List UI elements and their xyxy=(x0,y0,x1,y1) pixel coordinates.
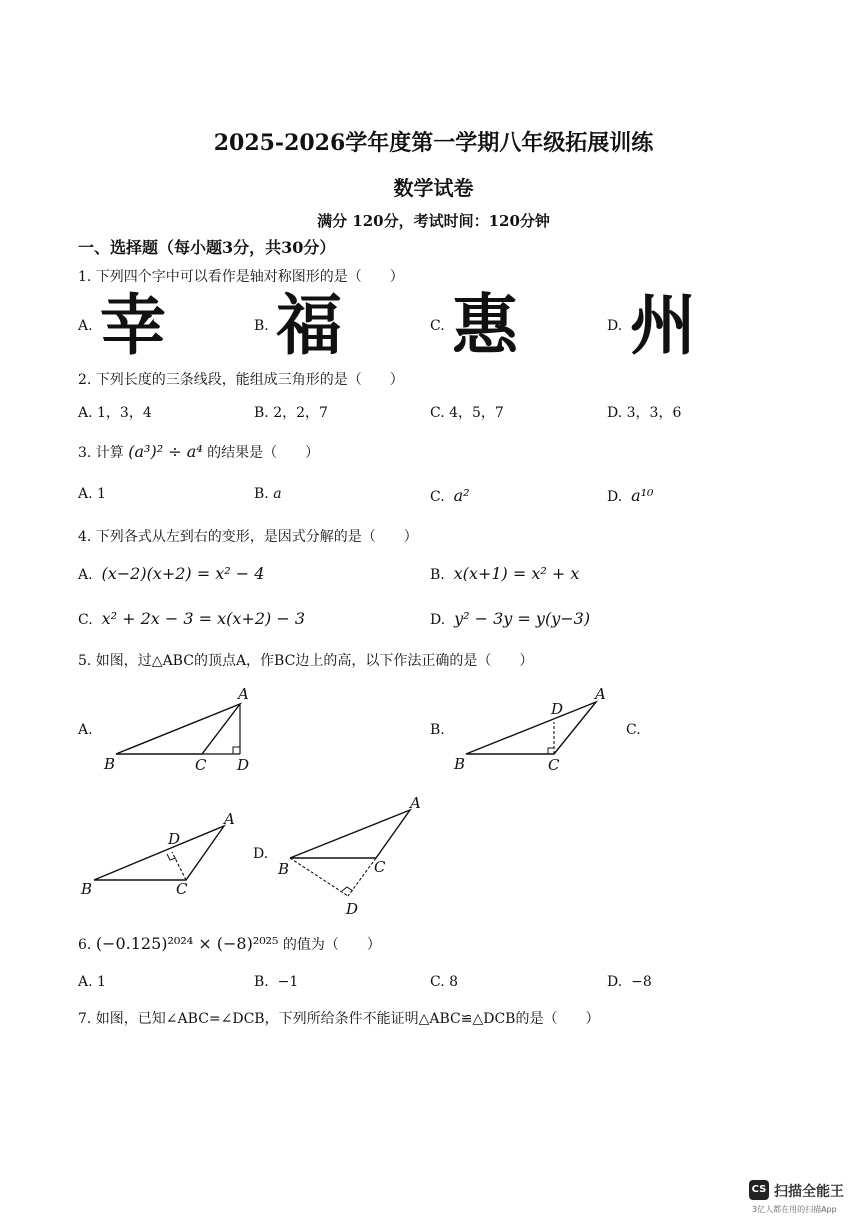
fig-c-label-d: D xyxy=(168,830,181,848)
q4-option-a xyxy=(78,564,264,583)
q3-option-b-value: a xyxy=(273,486,282,502)
q3-option-a xyxy=(78,486,106,502)
q1-option-a-label: A. xyxy=(78,318,93,334)
fig-a-label-d: D xyxy=(237,756,250,774)
q3-stem-suffix: 的结果是（ ） xyxy=(207,445,320,461)
scanner-app-name: 扫描全能王 xyxy=(774,1184,844,1200)
question-1-stem: 1. 下列四个字中可以看作是轴对称图形的是（ ） xyxy=(78,269,404,285)
q1-option-a-char: 幸 xyxy=(100,287,166,364)
q6-option-a-label: A. xyxy=(78,974,93,990)
q1-option-d-char: 州 xyxy=(630,287,696,364)
q4-option-a-expr: (x−2)(x+2) = x² − 4 xyxy=(101,564,265,583)
question-7-stem: 7. 如图，已知∠ABC=∠DCB，下列所给条件不能证明△ABC≌△DCB的是（ ） xyxy=(78,1011,600,1027)
q6-option-a-value: 1 xyxy=(97,974,106,990)
q5-option-d-label: D. xyxy=(253,846,269,862)
q5-figure-d xyxy=(272,792,442,918)
q6-option-d-value: −8 xyxy=(631,974,652,990)
fig-b-label-c: C xyxy=(548,756,560,774)
fig-d-label-b: B xyxy=(278,860,290,878)
q4-option-c-expr: x² + 2x − 3 = x(x+2) − 3 xyxy=(101,609,306,628)
q6-option-c-value: 8 xyxy=(449,974,459,990)
q1-option-d-label: D. xyxy=(607,318,623,334)
fig-b-label-a: A xyxy=(595,685,606,703)
q3-option-c xyxy=(430,486,470,505)
exam-subtitle: 数学试卷 xyxy=(393,176,474,200)
q5-option-c-label: C. xyxy=(626,722,641,738)
q6-option-b-value: −1 xyxy=(277,974,299,990)
q3-option-c-value: a² xyxy=(453,486,470,505)
q6-option-c-label: C. xyxy=(430,974,445,990)
q1-option-c-label: C. xyxy=(430,318,445,334)
fig-c-label-c: C xyxy=(176,880,188,898)
q1-option-b-label: B. xyxy=(254,318,269,334)
q5-option-b-label: B. xyxy=(430,722,445,738)
scanner-logo-icon: CS xyxy=(749,1180,769,1200)
q5-option-a-label: A. xyxy=(78,722,93,738)
scanner-tagline: 3亿人都在用的扫描App xyxy=(752,1205,837,1214)
q3-option-d xyxy=(607,486,653,505)
q4-option-b-expr: x(x+1) = x² + x xyxy=(453,564,580,583)
question-3-stem xyxy=(78,442,319,462)
q3-stem-expression: (a³)² ÷ a⁴ xyxy=(128,442,203,461)
q6-stem-expression: (−0.125)²⁰²⁴ × (−8)²⁰²⁵ xyxy=(95,934,279,953)
q5-figure-b xyxy=(450,684,620,776)
section-title: 一、选择题（每小题3分，共30分） xyxy=(78,238,336,257)
q5-figure-a xyxy=(100,684,270,776)
q3-option-a-label: A. xyxy=(78,486,93,502)
fig-d-label-d: D xyxy=(346,900,359,918)
q3-option-b xyxy=(254,486,282,502)
fig-d-label-c: C xyxy=(374,858,386,876)
q6-option-a xyxy=(78,974,106,990)
q6-stem-suffix: 的值为（ ） xyxy=(282,937,381,953)
q6-option-d xyxy=(607,974,652,990)
fig-b-label-b: B xyxy=(454,755,466,773)
fig-a-label-c: C xyxy=(195,756,207,774)
q4-option-d-expr: y² − 3y = y(y−3) xyxy=(454,609,591,628)
q6-stem-prefix: 6. xyxy=(78,937,92,953)
fig-c-label-a: A xyxy=(224,810,235,828)
q4-option-b-label: B. xyxy=(430,567,445,583)
q4-option-c xyxy=(78,609,305,628)
q6-option-b-label: B. xyxy=(254,974,269,990)
q4-option-a-label: A. xyxy=(78,567,93,583)
q2-option-d: D. 3，3，6 xyxy=(607,405,682,421)
q3-option-c-label: C. xyxy=(430,489,445,505)
q3-option-a-value: 1 xyxy=(97,486,106,502)
question-5-stem: 5. 如图，过△ABC的顶点A，作BC边上的高，以下作法正确的是（ ） xyxy=(78,653,534,669)
q4-option-b xyxy=(430,564,579,583)
exam-info: 满分 120分，考试时间：120分钟 xyxy=(317,212,550,230)
fig-a-label-a: A xyxy=(238,685,249,703)
q3-stem-prefix: 3. 计算 xyxy=(78,445,124,461)
fig-a-label-b: B xyxy=(104,755,116,773)
exam-title: 2025-2026学年度第一学期八年级拓展训练 xyxy=(213,130,654,156)
q1-option-c-char: 惠 xyxy=(452,287,518,364)
q3-option-d-label: D. xyxy=(607,489,623,505)
q4-option-d-label: D. xyxy=(430,612,446,628)
fig-d-label-a: A xyxy=(410,794,421,812)
fig-c-label-b: B xyxy=(81,880,93,898)
q2-option-c: C. 4，5，7 xyxy=(430,405,504,421)
q1-option-b-char: 福 xyxy=(276,287,342,364)
q3-option-d-value: a¹⁰ xyxy=(631,486,654,505)
q2-option-b: B. 2，2，7 xyxy=(254,405,328,421)
q2-option-a: A. 1，3，4 xyxy=(78,405,152,421)
q4-option-c-label: C. xyxy=(78,612,93,628)
q3-option-b-label: B. xyxy=(254,486,269,502)
question-4-stem: 4. 下列各式从左到右的变形，是因式分解的是（ ） xyxy=(78,529,418,545)
q5-figure-c xyxy=(78,806,248,902)
question-6-stem xyxy=(78,934,381,954)
fig-b-label-d: D xyxy=(551,700,564,718)
q6-option-c xyxy=(430,974,458,990)
q6-option-d-label: D. xyxy=(607,974,623,990)
question-2-stem: 2. 下列长度的三条线段，能组成三角形的是（ ） xyxy=(78,372,404,388)
q6-option-b xyxy=(254,974,298,990)
q4-option-d xyxy=(430,609,590,628)
